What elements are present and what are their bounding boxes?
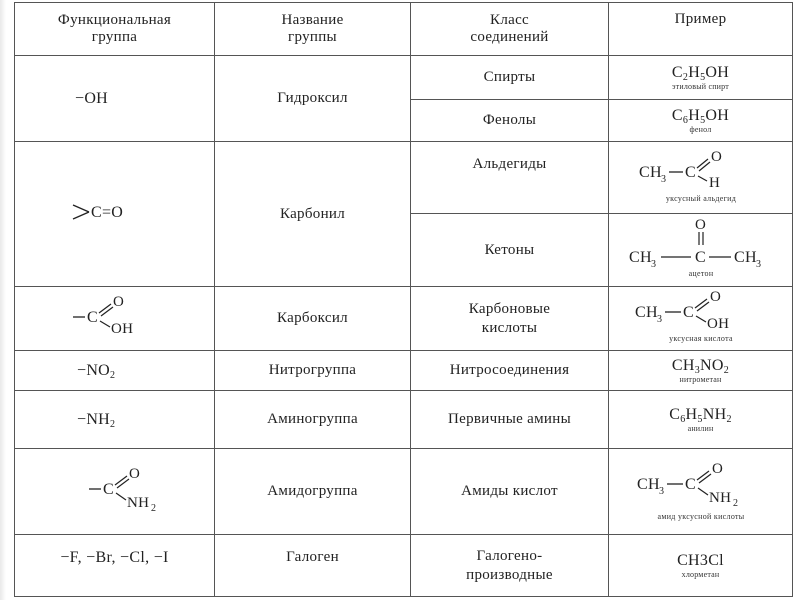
header-col1-line1: Функциональная	[57, 12, 172, 28]
name-carboxyl: Карбоксил	[277, 310, 348, 326]
table-row-amido	[15, 449, 793, 535]
structure-acetaldehyde	[611, 143, 791, 207]
cell-class-amines	[411, 391, 609, 449]
bond-line	[699, 162, 710, 171]
f-sub: 6	[680, 414, 686, 425]
f-part: OH	[705, 64, 730, 81]
atom-text: H	[708, 175, 720, 191]
amido-group-structure	[85, 463, 195, 515]
header-col3-line1: Класс	[490, 12, 529, 28]
f-sub: 5	[700, 72, 706, 83]
cell-group-nitro	[15, 351, 215, 391]
cell-example-acetaldehyde	[609, 142, 793, 214]
name-carbonyl: Карбонил	[279, 205, 346, 222]
cell-name-amino	[215, 391, 411, 449]
cell-name-nitro	[215, 351, 411, 391]
atom-sub: 2	[732, 498, 738, 509]
header-col3-line2: соединений	[470, 29, 549, 45]
atom-text: NH	[708, 490, 731, 506]
caption-acetamide: амид уксусной кислоты	[657, 512, 744, 521]
header-functional-group	[15, 3, 215, 56]
class-aldehydes: Альдегиды	[472, 156, 547, 172]
cell-class-phenols	[411, 100, 609, 142]
cell-name-halogen	[215, 535, 411, 597]
cell-group-amido	[15, 449, 215, 535]
atom-text: O	[711, 461, 723, 477]
table-row-hydroxyl-1	[15, 56, 793, 100]
f-sub: 5	[700, 115, 706, 126]
table-row-amino	[15, 391, 793, 449]
structure-acetamide	[611, 453, 791, 525]
cell-group-carbonyl	[15, 142, 215, 287]
atom-text: CH	[636, 476, 660, 493]
cell-class-halogen-derivatives	[411, 535, 609, 597]
bond-line	[697, 302, 709, 311]
formula-nitromethane	[609, 357, 792, 375]
atom-text: CH	[733, 248, 757, 266]
f-sub: 2	[110, 369, 116, 381]
cell-class-amides	[411, 449, 609, 535]
class-phenols: Фенолы	[482, 112, 537, 128]
f-part: OH	[705, 107, 730, 124]
atom-text: OH	[706, 316, 729, 332]
header-col1-line2: группа	[91, 29, 138, 45]
caption-phenol: фенол	[689, 125, 712, 134]
atom-text: CH	[638, 164, 662, 181]
name-amido: Амидогруппа	[267, 483, 358, 499]
class-amides: Амиды кислот	[461, 483, 558, 499]
bond-line	[697, 159, 708, 168]
name-amino: Аминогруппа	[267, 411, 358, 427]
f-sub: 2	[726, 414, 732, 425]
atom-text: CH	[634, 304, 658, 321]
structure-acetic-acid	[611, 287, 791, 345]
f-sub: 2	[110, 418, 116, 430]
table-row-halogen	[15, 535, 793, 597]
atom-text: OH	[111, 321, 134, 337]
cell-class-alcohols	[411, 56, 609, 100]
bond-line	[101, 307, 113, 316]
name-hydroxyl: Гидроксил	[277, 90, 348, 106]
f-part: H	[688, 64, 701, 81]
group-amino-formula	[77, 411, 115, 428]
bond-line	[698, 176, 707, 181]
header-col2-line2: группы	[288, 29, 337, 45]
cell-class-ketones	[411, 214, 609, 287]
group-nitro-formula	[77, 362, 115, 379]
f-part: −NH	[77, 410, 111, 428]
atom-text: O	[710, 149, 722, 165]
class-alcohols: Спирты	[483, 69, 536, 85]
header-col2-line1: Название	[281, 12, 344, 28]
cell-example-ethanol	[609, 56, 793, 100]
group-halogen-formula: −F, −Br, −Cl, −I	[60, 549, 169, 566]
class-carboxylic-line2: кислоты	[481, 319, 538, 336]
class-nitro: Нитросоединения	[449, 362, 570, 378]
caption-chloromethane: хлорметан	[681, 570, 720, 579]
cell-example-acetamide	[609, 449, 793, 535]
f-sub: 3	[694, 365, 701, 376]
atom-text: O	[113, 294, 125, 310]
name-nitro: Нитрогруппа	[268, 362, 357, 378]
functional-groups-table	[14, 2, 793, 597]
cell-group-halogen	[15, 535, 215, 597]
bond-line	[73, 212, 89, 219]
f-part: NO	[700, 357, 724, 374]
carbonyl-group-text: C=O	[91, 203, 124, 221]
f-sub: 2	[723, 365, 730, 376]
atom-text: C	[684, 476, 696, 493]
header-compound-class	[411, 3, 609, 56]
bond-line	[73, 205, 89, 212]
caption-ethanol: этиловый спирт	[672, 82, 729, 91]
f-sub: 6	[682, 115, 689, 126]
atom-sub: 3	[658, 486, 664, 497]
formula-phenol	[609, 107, 792, 125]
f-part: C	[669, 406, 681, 423]
atom-text: C	[87, 309, 98, 326]
atom-text: O	[129, 466, 141, 482]
cell-example-aniline	[609, 391, 793, 449]
f-part: −NO	[77, 361, 111, 379]
formula-ethanol	[609, 64, 792, 82]
cell-example-chloromethane	[609, 535, 793, 597]
atom-text: C	[684, 164, 696, 181]
caption-acetic-acid: уксусная кислота	[668, 334, 733, 343]
f-sub: 2	[682, 72, 689, 83]
carboxyl-group-structure	[69, 293, 179, 339]
bond-line	[698, 488, 708, 495]
header-col4-line1: Пример	[674, 11, 727, 27]
bond-line	[696, 316, 706, 322]
f-part: NH	[702, 406, 727, 423]
cell-name-hydroxyl	[215, 56, 411, 142]
bond-line	[117, 479, 129, 488]
table-row-carboxyl	[15, 287, 793, 351]
structure-acetone	[611, 215, 791, 281]
class-carboxylic-line1: Карбоновые	[468, 300, 551, 317]
caption-acetaldehyde: уксусный альдегид	[665, 194, 736, 203]
caption-aniline: анилин	[687, 424, 714, 433]
f-sub: 5	[697, 414, 703, 425]
caption-acetone: ацетон	[688, 268, 713, 278]
cell-example-phenol	[609, 100, 793, 142]
class-amines: Первичные амины	[448, 411, 571, 427]
atom-text: C	[694, 248, 706, 266]
f-part: H	[688, 107, 701, 124]
bond-line	[699, 474, 711, 483]
cell-example-acetone	[609, 214, 793, 287]
formula-chloromethane: CH3Cl	[677, 552, 724, 569]
atom-sub: 3	[660, 174, 666, 185]
cell-example-nitromethane	[609, 351, 793, 391]
atom-text: O	[694, 216, 706, 233]
cell-class-aldehydes	[411, 142, 609, 214]
table-row-nitro	[15, 351, 793, 391]
name-halogen: Галоген	[286, 549, 339, 565]
cell-group-carboxyl	[15, 287, 215, 351]
atom-sub: 2	[151, 503, 157, 514]
carbonyl-group-structure	[69, 197, 179, 227]
header-example	[609, 3, 793, 56]
table-row-carbonyl-1	[15, 142, 793, 214]
bond-line	[100, 321, 110, 327]
atom-text: C	[682, 304, 694, 321]
caption-nitromethane: нитрометан	[679, 375, 722, 384]
bond-line	[115, 476, 127, 485]
cell-group-hydroxyl	[15, 56, 215, 142]
atom-text: CH	[628, 248, 652, 266]
formula-aniline	[609, 406, 792, 424]
atom-sub: 3	[650, 258, 656, 270]
functional-groups-sheet	[6, 0, 796, 600]
group-hydroxyl-formula: −OH	[75, 89, 109, 107]
atom-text: C	[103, 481, 114, 498]
f-part: H	[685, 406, 698, 423]
bond-line	[695, 299, 707, 308]
f-part: C	[671, 107, 683, 124]
cell-name-carboxyl	[215, 287, 411, 351]
bond-line	[99, 304, 111, 313]
cell-example-acetic-acid	[609, 287, 793, 351]
atom-text: NH	[127, 495, 150, 511]
cell-name-amido	[215, 449, 411, 535]
cell-class-carboxylic-acids	[411, 287, 609, 351]
atom-sub: 3	[755, 258, 761, 270]
bond-line	[116, 493, 126, 500]
class-ketones: Кетоны	[484, 241, 535, 258]
class-halogen-line2: производные	[466, 566, 553, 583]
cell-group-amino	[15, 391, 215, 449]
class-halogen-line1: Галогено-	[476, 547, 543, 564]
f-part: CH	[671, 357, 695, 374]
atom-text: O	[709, 289, 721, 305]
header-row	[15, 3, 793, 56]
bond-line	[697, 471, 709, 480]
atom-sub: 3	[656, 314, 662, 325]
cell-name-carbonyl	[215, 142, 411, 287]
header-group-name	[215, 3, 411, 56]
cell-class-nitro	[411, 351, 609, 391]
f-part: C	[671, 64, 683, 81]
